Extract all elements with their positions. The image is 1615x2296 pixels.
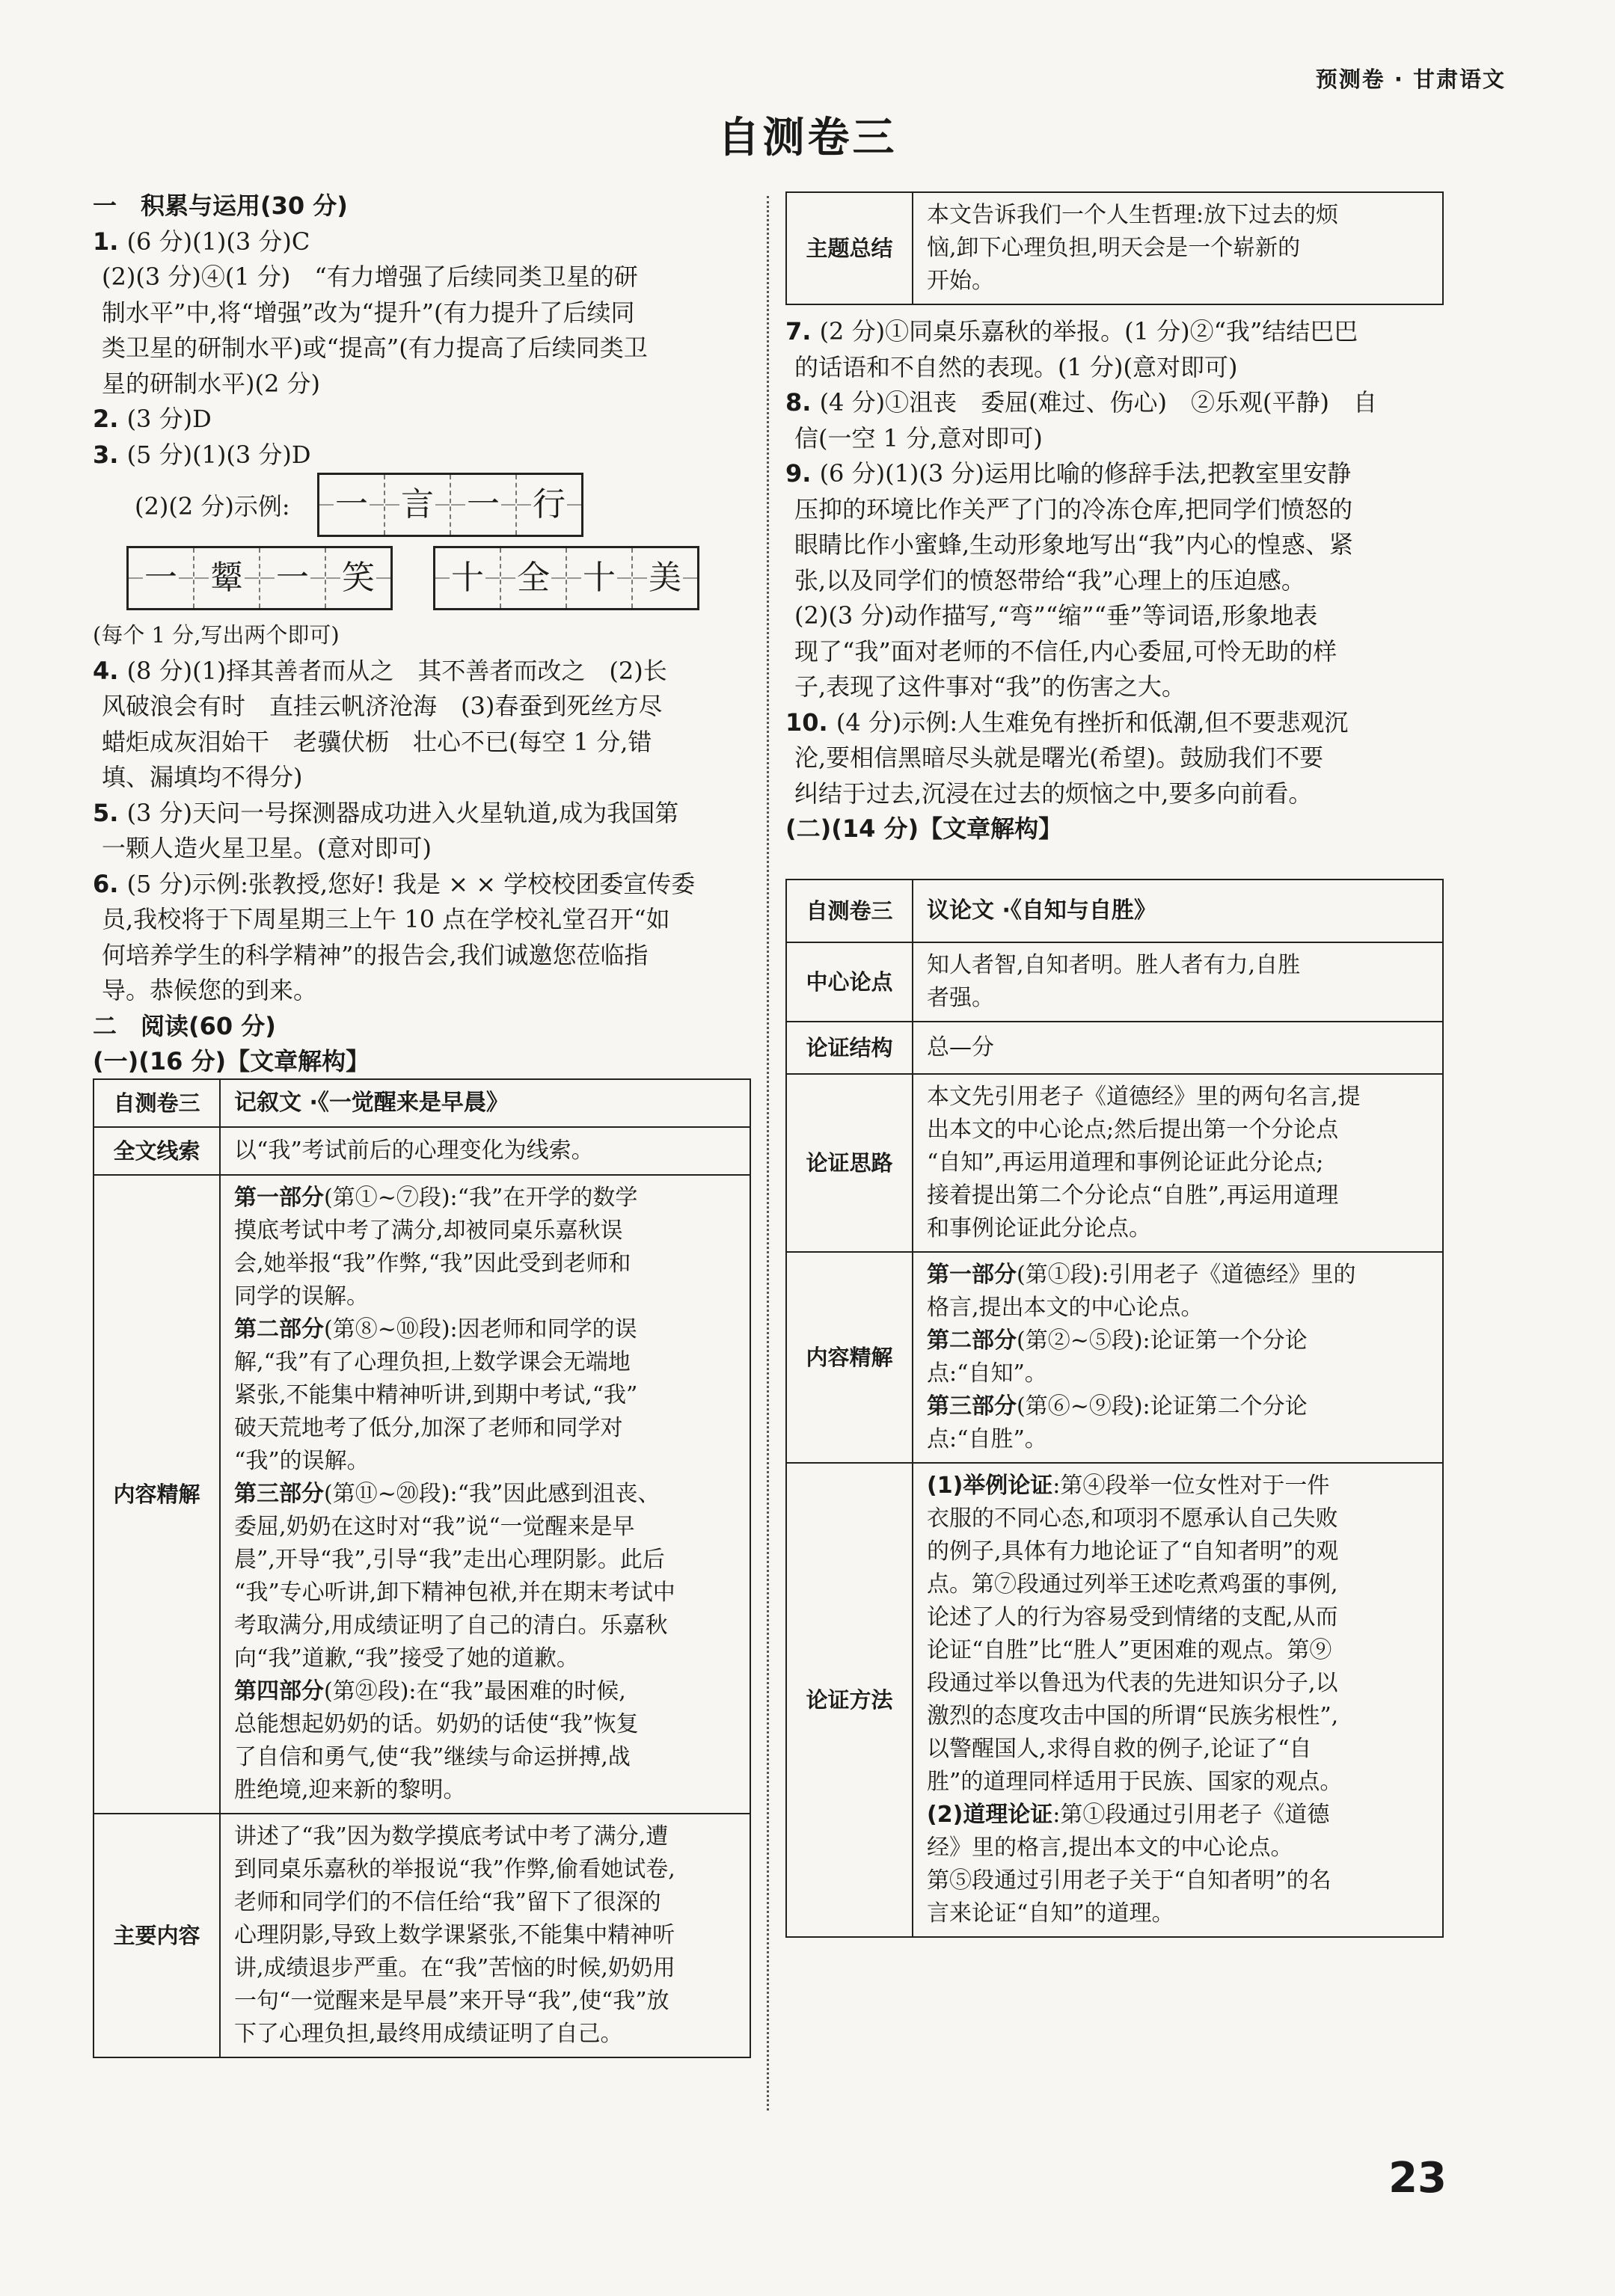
q3-note: (每个 1 分,写出两个即可) [93, 622, 340, 648]
table-cell [913, 1463, 1443, 1937]
table-row [786, 192, 1443, 304]
answer-text: 子,表现了这件事对“我”的伤害之大。 [794, 672, 1186, 701]
table-row [94, 1079, 750, 1127]
answer-text: 员,我校将于下周星期三上午 10 点在学校礼堂召开“如 [102, 905, 670, 933]
table-row [786, 1252, 1443, 1463]
grid-cell [260, 548, 326, 608]
question-number: 2. [93, 405, 127, 433]
question-9 [785, 456, 1451, 705]
cell-line [234, 1313, 739, 1346]
answer-text: 蜡炬成灰泪始干 老骥伏枥 壮心不已(每空 1 分,错 [102, 727, 652, 756]
answer-text: (8 分)(1)择其善者而从之 其不善者而改之 (2)长 [126, 656, 667, 685]
grid-cell [319, 475, 385, 535]
grid-char: 十 [451, 559, 484, 598]
cell-line: 讲,成绩退步严重。在“我”苦恼的时候,奶奶用 [234, 1955, 675, 1981]
grid-char: 言 [401, 485, 434, 524]
table-row [786, 1074, 1443, 1252]
cell-line-lead: 第二部分 [927, 1327, 1017, 1354]
answer-line [785, 492, 1451, 528]
grid-cell [435, 548, 501, 608]
table-row [94, 1175, 750, 1814]
char-grid-2 [126, 546, 393, 610]
answer-text: (4 分)示例:人生难免有挫折和低潮,但不要悲观沉 [836, 707, 1349, 737]
answer-line [93, 331, 751, 366]
grid-cell [501, 548, 567, 608]
cell-line: 第⑤段通过引用老子关于“自知者明”的名 [927, 1867, 1331, 1894]
table-cell: 总—分 [913, 1022, 1443, 1074]
question-6 [93, 867, 751, 1009]
answer-text: 星的研制水平)(2 分) [102, 369, 320, 398]
answer-line [785, 740, 1451, 776]
cell-line-rest: :第①段通过引用老子《道德 [1052, 1802, 1330, 1828]
grid-char: 行 [533, 485, 566, 524]
question-5 [93, 796, 751, 867]
grid-cell [451, 475, 517, 535]
cell-line: 会,她举报“我”作弊,“我”因此受到老师和 [234, 1250, 631, 1277]
table-row [786, 1022, 1443, 1074]
cell-line-rest: (第②~⑤段):论证第一个分论 [1017, 1327, 1308, 1354]
answer-text: (3 分)天问一号探测器成功进入火星轨道,成为我国第 [126, 798, 679, 827]
answer-text: 的话语和不自然的表现。(1 分)(意对即可) [794, 352, 1238, 381]
answer-text: 信(一空 1 分,意对即可) [794, 423, 1043, 452]
grid-char: 一 [276, 559, 309, 598]
cell-line-lead: 第四部分 [234, 1678, 324, 1704]
grid-char: 一 [467, 485, 500, 524]
cell-line-lead: 第二部分 [234, 1316, 324, 1342]
answer-line [93, 867, 751, 903]
table-row [94, 1814, 750, 2057]
question-number: 6. [93, 869, 127, 898]
table-header-cell: 主要内容 [94, 1814, 220, 2057]
answer-line [93, 366, 751, 402]
answer-line [785, 421, 1451, 457]
cell-line: “我”的误解。 [234, 1448, 370, 1474]
cell-line: 一句“一觉醒来是早晨”来开导“我”,使“我”放 [234, 1988, 669, 2014]
answer-line [93, 402, 751, 438]
grid-cell [194, 548, 260, 608]
answer-line [93, 973, 751, 1009]
answer-line [93, 295, 751, 331]
cell-line-lead: (1)举例论证 [927, 1473, 1053, 1499]
table-header-cell: 主题总结 [786, 192, 913, 304]
cell-line: 紧张,不能集中精神听讲,到期中考试,“我” [234, 1382, 638, 1408]
grid-cell [385, 475, 451, 535]
answer-text: 压抑的环境比作关严了门的冷冻仓库,把同学们愤怒的 [794, 494, 1353, 524]
cell-line: 论述了人的行为容易受到情绪的支配,从而 [927, 1604, 1338, 1630]
question-number: 7. [785, 317, 820, 346]
char-grid-3 [433, 546, 699, 610]
table-header-cell: 全文线索 [94, 1127, 220, 1175]
question-number: 10. [785, 707, 836, 737]
answer-line [785, 776, 1451, 812]
cell-line: 本文告诉我们一个人生哲理:放下过去的烦 [927, 202, 1339, 228]
answer-line [93, 938, 751, 974]
grid-cell [567, 548, 633, 608]
answer-text: (2 分)①同桌乐嘉秋的举报。(1 分)②“我”结结巴巴 [819, 317, 1358, 346]
table-header-cell: 自测卷三 [94, 1079, 220, 1127]
section-heading-2: 二 阅读(60 分) [93, 1011, 276, 1040]
cell-line: 胜”的道理同样适用于民族、国家的观点。 [927, 1769, 1343, 1795]
grid-cell [129, 548, 194, 608]
table-header-cell: 论证方法 [786, 1463, 913, 1937]
cell-line-rest: (第⑪~⑳段):“我”因此感到沮丧、 [324, 1481, 661, 1507]
example-row-2 [93, 540, 751, 618]
subsection-heading-1: (一)(16 分)【文章解构】 [93, 1047, 370, 1075]
cell-line: 恼,卸下心理负担,明天会是一个崭新的 [927, 235, 1301, 261]
answer-text: (2)(3 分)动作描写,“弯”“缩”“垂”等词语,形象地表 [794, 601, 1318, 630]
example-row-1 [93, 473, 751, 540]
cell-line-rest: (第①~⑦段):“我”在开学的数学 [324, 1185, 638, 1211]
cell-line [927, 1470, 1432, 1502]
answer-text: 风破浪会有时 直挂云帆济沧海 (3)春蚕到死丝方尽 [102, 692, 663, 720]
cell-line-rest: (第⑥~⑨段):论证第二个分论 [1017, 1393, 1308, 1419]
left-column [93, 188, 751, 1080]
cell-line: 者强。 [927, 985, 994, 1011]
answer-text: (2)(3 分)④(1 分) “有力增强了后续同类卫星的研 [102, 263, 638, 291]
table-cell [913, 1074, 1443, 1252]
cell-line-lead: (2)道理论证 [927, 1802, 1053, 1828]
cell-line: 格言,提出本文的中心论点。 [927, 1295, 1204, 1321]
table-row [94, 1127, 750, 1175]
answer-line [93, 902, 751, 938]
question-8 [785, 385, 1451, 456]
table-row [786, 880, 1443, 942]
answer-line [785, 598, 1451, 634]
answer-line [785, 314, 1451, 350]
cell-line [927, 1390, 1432, 1423]
question-3 [93, 438, 751, 473]
page-header: 预测卷 · 甘肃语文 [1315, 67, 1506, 92]
answer-line [785, 705, 1451, 741]
grid-char: 颦 [210, 559, 243, 598]
answer-line [785, 456, 1451, 492]
cell-line [234, 1675, 739, 1708]
answer-text: (5 分)(1)(3 分)D [126, 440, 311, 469]
answer-line [93, 725, 751, 761]
cell-line: 点:“自知”。 [927, 1360, 1047, 1387]
answer-text: (5 分)示例:张教授,您好! 我是 × × 学校校团委宣传委 [126, 869, 696, 898]
answer-text: 何培养学生的科学精神”的报告会,我们诚邀您莅临指 [102, 940, 649, 969]
cell-line: 总能想起奶奶的话。奶奶的话使“我”恢复 [234, 1711, 639, 1737]
cell-line: 老师和同学们的不信任给“我”留下了很深的 [234, 1889, 661, 1915]
answer-line [93, 438, 751, 473]
cell-line: 段通过举以鲁迅为代表的先进知识分子,以 [927, 1670, 1338, 1696]
cell-line-rest: (第㉑段):在“我”最困难的时候, [324, 1678, 626, 1704]
answer-line [93, 654, 751, 690]
answer-text: (3 分)D [126, 405, 212, 433]
cell-line-lead: 第一部分 [234, 1185, 324, 1211]
page-number: 23 [1388, 2154, 1447, 2203]
page-title: 自测卷三 [717, 114, 898, 162]
cell-line: 摸底考试中考了满分,却被同桌乐嘉秋误 [234, 1218, 623, 1244]
answer-line [785, 634, 1451, 670]
table-cell: 以“我”考试前后的心理变化为线索。 [220, 1127, 750, 1175]
table-header-cell: 中心论点 [786, 942, 913, 1022]
cell-line-rest: :第④段举一位女性对于一件 [1052, 1473, 1330, 1499]
table-cell [220, 1175, 750, 1814]
question-number: 9. [785, 459, 820, 488]
answer-line [785, 385, 1451, 421]
answer-line [785, 527, 1451, 563]
cell-line [927, 1799, 1432, 1832]
table-row [786, 942, 1443, 1022]
question-2 [93, 402, 751, 438]
cell-line: 胜绝境,迎来新的黎明。 [234, 1777, 466, 1803]
cell-line [927, 1325, 1432, 1357]
cell-line: 以警醒国人,求得自救的例子,论证了“自 [927, 1736, 1312, 1762]
cell-line: 开始。 [927, 268, 994, 294]
example-label: (2)(2 分)示例: [135, 492, 290, 521]
question-7 [785, 314, 1451, 385]
table-cell [913, 1252, 1443, 1463]
cell-line: 经》里的格言,提出本文的中心论点。 [927, 1835, 1293, 1861]
cell-line: 向“我”道歉,“我”接受了她的道歉。 [234, 1645, 579, 1672]
grid-char: 美 [649, 559, 681, 598]
cell-line: 的例子,具体有力地论证了“自知者明”的观 [927, 1538, 1339, 1565]
cell-line: 考取满分,用成绩证明了自己的清白。乐嘉秋 [234, 1612, 668, 1639]
cell-line: 解,“我”有了心理负担,上数学课会无端地 [234, 1349, 631, 1375]
answer-line [785, 669, 1451, 705]
answer-text: (6 分)(1)(3 分)C [126, 227, 310, 256]
answer-text: 眼睛比作小蜜蜂,生动形象地写出“我”内心的惶惑、紧 [794, 530, 1353, 559]
cell-line: 心理阴影,导致上数学课紧张,不能集中精神听 [234, 1922, 675, 1948]
question-1 [93, 224, 751, 402]
grid-cell [633, 548, 697, 608]
cell-line-lead: 第一部分 [927, 1262, 1017, 1288]
cell-line: 言来论证“自知”的道理。 [927, 1900, 1174, 1927]
cell-line: 委屈,奶奶在这时对“我”说“一觉醒来是早 [234, 1514, 635, 1540]
grid-char: 一 [335, 485, 368, 524]
question-4 [93, 654, 751, 796]
grid-cell [326, 548, 390, 608]
cell-line: 点:“自胜”。 [927, 1426, 1047, 1452]
answer-line [93, 224, 751, 260]
question-number: 3. [93, 440, 127, 469]
table-header-cell: 内容精解 [786, 1252, 913, 1463]
answer-text: 制水平”中,将“增强”改为“提升”(有力提升了后续同 [102, 298, 635, 327]
answer-text: 纠结于过去,沉浸在过去的烦恼之中,要多向前看。 [794, 779, 1313, 808]
cell-line: 知人者智,自知者明。胜人者有力,自胜 [927, 952, 1301, 978]
cell-line: 破天荒地考了低分,加深了老师和同学对 [234, 1415, 623, 1441]
answer-text: 填、漏填均不得分) [102, 763, 303, 791]
question-number: 1. [93, 227, 127, 256]
cell-line: 下了心理负担,最终用成绩证明了自己。 [234, 2021, 623, 2047]
table-header-cell: 论证思路 [786, 1074, 913, 1252]
grid-cell [517, 475, 581, 535]
question-number: 4. [93, 656, 127, 685]
answer-text: (4 分)①沮丧 委屈(难过、伤心) ②乐观(平静) 自 [819, 388, 1378, 417]
cell-line [234, 1478, 739, 1511]
cell-line: 点。第⑦段通过列举王述吃煮鸡蛋的事例, [927, 1571, 1338, 1597]
structure-table-1 [93, 1078, 751, 2058]
answer-text: (6 分)(1)(3 分)运用比喻的修辞手法,把教室里安静 [819, 459, 1352, 488]
answer-line [785, 563, 1451, 599]
section-heading-1: 一 积累与运用(30 分) [93, 191, 348, 220]
table-cell: 记叙文 ·《一觉醒来是早晨》 [220, 1079, 750, 1127]
cell-line [234, 1182, 739, 1215]
cell-line: 了自信和勇气,使“我”继续与命运拼搏,战 [234, 1744, 631, 1770]
answer-text: 现了“我”面对老师的不信任,内心委屈,可怜无助的样 [794, 636, 1337, 666]
answer-text: 导。恭候您的到来。 [102, 976, 318, 1004]
grid-char: 十 [583, 559, 616, 598]
cell-line: 出本文的中心论点;然后提出第一个分论点 [927, 1117, 1339, 1143]
cell-line: 到同桌乐嘉秋的举报说“我”作弊,偷看她试卷, [234, 1856, 675, 1882]
answer-line [93, 260, 751, 295]
cell-line-lead: 第三部分 [234, 1481, 324, 1507]
cell-line: 接着提出第二个分论点“自胜”,再运用道理 [927, 1182, 1339, 1209]
cell-line: “自知”,再运用道理和事例论证此分论点; [927, 1149, 1324, 1176]
table-row [786, 1463, 1443, 1937]
answer-line [93, 831, 751, 867]
answer-text: 一颗人造火星卫星。(意对即可) [102, 834, 432, 862]
theme-summary-table [785, 191, 1444, 305]
question-10 [785, 705, 1451, 812]
cell-line: 论证“自胜”比“胜人”更困难的观点。第⑨ [927, 1637, 1332, 1663]
table-cell: 议论文 ·《自知与自胜》 [913, 880, 1443, 942]
cell-line: 同学的误解。 [234, 1283, 369, 1310]
table-header-cell: 自测卷三 [786, 880, 913, 942]
answer-text: 张,以及同学们的愤怒带给“我”心理上的压迫感。 [794, 565, 1305, 595]
cell-line: 激烈的态度攻击中国的所谓“民族劣根性”, [927, 1703, 1339, 1729]
answer-line [785, 350, 1451, 386]
cell-line-rest: (第⑧~⑩段):因老师和同学的误 [324, 1316, 637, 1342]
char-grid-1 [317, 473, 583, 537]
cell-line: 和事例论证此分论点。 [927, 1215, 1151, 1241]
table-cell [913, 192, 1443, 304]
answer-line [93, 689, 751, 725]
answer-line [93, 760, 751, 796]
answer-text: 沦,要相信黑暗尽头就是曙光(希望)。鼓励我们不要 [794, 743, 1324, 772]
grid-char: 全 [517, 559, 550, 598]
subsection-heading-2: (二)(14 分)【文章解构】 [785, 814, 1063, 843]
table-cell [913, 942, 1443, 1022]
grid-char: 笑 [342, 559, 375, 598]
structure-table-2 [785, 879, 1444, 1938]
answer-text: 类卫星的研制水平)或“提高”(有力提高了后续同类卫 [102, 334, 648, 362]
cell-line: 讲述了“我”因为数学摸底考试中考了满分,遭 [234, 1823, 669, 1850]
column-divider [767, 196, 769, 2111]
cell-line: 衣服的不同心态,和项羽不愿承认自己失败 [927, 1505, 1338, 1532]
cell-line: 本文先引用老子《道德经》里的两句名言,提 [927, 1084, 1361, 1110]
question-number: 8. [785, 388, 820, 417]
cell-line [927, 1259, 1432, 1292]
grid-char: 一 [144, 559, 177, 598]
table-cell [220, 1814, 750, 2057]
cell-line-rest: (第①段):引用老子《道德经》里的 [1017, 1262, 1356, 1288]
answer-line [93, 796, 751, 832]
cell-line: 晨”,开导“我”,引导“我”走出心理阴影。此后 [234, 1547, 665, 1573]
cell-line: “我”专心听讲,卸下精神包袱,并在期末考试中 [234, 1580, 675, 1606]
question-number: 5. [93, 798, 127, 827]
right-column [785, 314, 1451, 847]
cell-line-lead: 第三部分 [927, 1393, 1017, 1419]
table-header-cell: 内容精解 [94, 1175, 220, 1814]
table-header-cell: 论证结构 [786, 1022, 913, 1074]
